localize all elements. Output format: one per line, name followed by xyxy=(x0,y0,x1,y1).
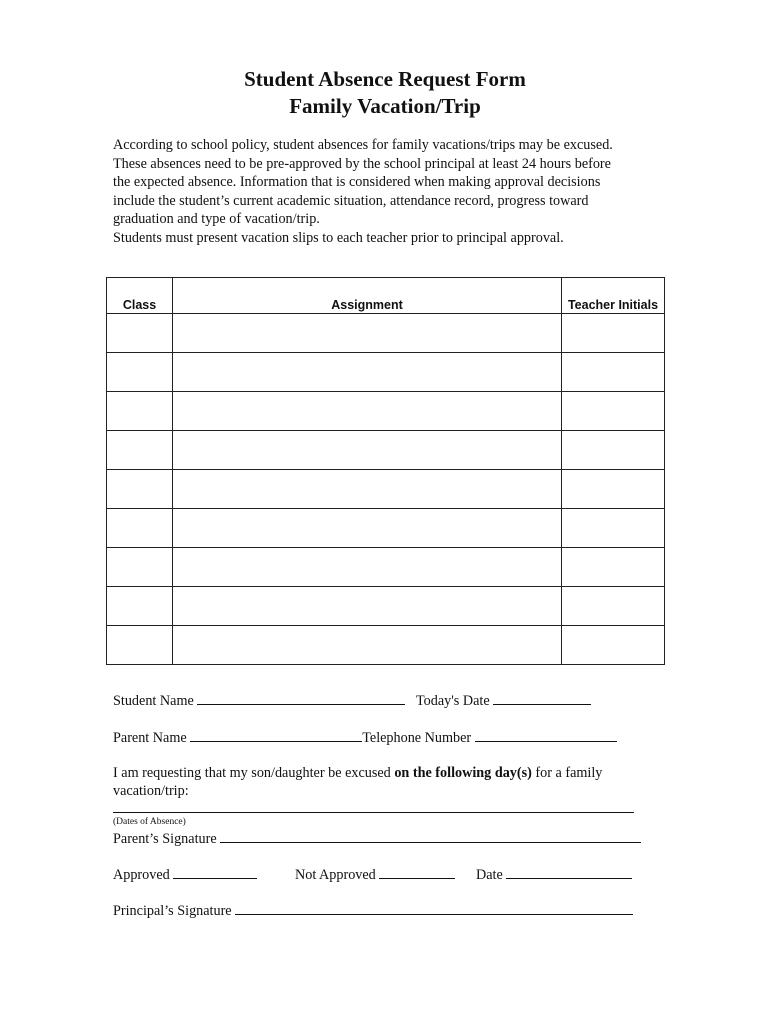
teacher-initials-cell[interactable] xyxy=(562,587,665,626)
parent-signature-field[interactable] xyxy=(220,830,641,843)
assignment-cell[interactable] xyxy=(173,353,562,392)
not-approved-label: Not Approved xyxy=(295,867,376,883)
teacher-initials-column-header: Teacher Initials xyxy=(562,278,665,314)
policy-line: Students must present vacation slips to each teacher prior to principal approval. xyxy=(113,229,564,246)
assignment-cell[interactable] xyxy=(173,626,562,665)
class-cell[interactable] xyxy=(107,548,173,587)
table-row xyxy=(107,626,665,665)
assignment-cell[interactable] xyxy=(173,314,562,353)
table-row xyxy=(107,314,665,353)
table-row xyxy=(107,392,665,431)
teacher-initials-cell[interactable] xyxy=(562,548,665,587)
teacher-initials-cell[interactable] xyxy=(562,314,665,353)
class-column-header: Class xyxy=(107,278,173,314)
form-subtitle: Family Vacation/Trip xyxy=(289,94,481,118)
request-text-bold: on the following day(s) xyxy=(394,765,532,781)
class-cell[interactable] xyxy=(107,353,173,392)
class-cell[interactable] xyxy=(107,509,173,548)
assignment-cell[interactable] xyxy=(173,587,562,626)
policy-line: These absences need to be pre-approved by the school principal at least 24 hours before xyxy=(113,155,611,172)
assignment-cell[interactable] xyxy=(173,392,562,431)
todays-date-field[interactable] xyxy=(493,692,591,705)
parent-name-row xyxy=(113,729,617,747)
table-row xyxy=(107,353,665,392)
parent-signature-row xyxy=(113,830,641,848)
policy-line: include the student’s current academic situation, attendance record, progress toward xyxy=(113,192,589,209)
not-approved-field[interactable] xyxy=(379,866,455,879)
policy-line: the expected absence. Information that is considered when making approval decisions xyxy=(113,174,601,191)
class-cell[interactable] xyxy=(107,587,173,626)
principal-signature-row xyxy=(113,902,633,920)
approved-label: Approved xyxy=(113,867,170,883)
parent-signature-label: Parent’s Signature xyxy=(113,831,217,847)
policy-line: graduation and type of vacation/trip. xyxy=(113,211,320,228)
class-cell[interactable] xyxy=(107,626,173,665)
teacher-initials-cell[interactable] xyxy=(562,431,665,470)
dates-of-absence-field[interactable] xyxy=(113,812,634,813)
student-name-field[interactable] xyxy=(197,692,405,705)
teacher-initials-cell[interactable] xyxy=(562,470,665,509)
parent-name-field[interactable] xyxy=(190,729,362,742)
teacher-initials-cell[interactable] xyxy=(562,353,665,392)
class-cell[interactable] xyxy=(107,431,173,470)
telephone-field[interactable] xyxy=(475,729,617,742)
request-text: I am requesting that my son/daughter be excused xyxy=(113,765,395,781)
assignment-cell[interactable] xyxy=(173,548,562,587)
parent-name-label: Parent Name xyxy=(113,730,187,746)
assignment-table xyxy=(106,277,665,665)
table-row xyxy=(107,509,665,548)
approval-date-group xyxy=(476,866,632,884)
approval-date-field[interactable] xyxy=(506,866,632,879)
table-row xyxy=(107,548,665,587)
assignment-column-header: Assignment xyxy=(173,278,562,314)
policy-paragraph xyxy=(113,136,673,248)
form-title: Student Absence Request Form xyxy=(244,67,526,91)
assignment-cell[interactable] xyxy=(173,470,562,509)
approved-field[interactable] xyxy=(173,866,257,879)
not-approved-group xyxy=(295,866,455,884)
principal-signature-field[interactable] xyxy=(235,902,633,915)
table-row xyxy=(107,470,665,509)
table-row xyxy=(107,431,665,470)
approval-date-label: Date xyxy=(476,867,503,883)
teacher-initials-cell[interactable] xyxy=(562,392,665,431)
assignment-cell[interactable] xyxy=(173,431,562,470)
student-name-label: Student Name xyxy=(113,693,194,709)
todays-date-label: Today's Date xyxy=(415,693,490,709)
dates-of-absence-caption: (Dates of Absence) xyxy=(113,817,186,827)
class-cell[interactable] xyxy=(107,314,173,353)
policy-line: According to school policy, student absences for family vacations/trips may be excused. xyxy=(113,137,613,153)
request-text-end: for a family xyxy=(531,765,603,781)
teacher-initials-cell[interactable] xyxy=(562,509,665,548)
student-name-row xyxy=(113,692,591,710)
table-row xyxy=(107,587,665,626)
class-cell[interactable] xyxy=(107,470,173,509)
table-header-row xyxy=(107,278,665,314)
class-cell[interactable] xyxy=(107,392,173,431)
request-line-1 xyxy=(113,765,602,782)
assignment-cell[interactable] xyxy=(173,509,562,548)
approval-row xyxy=(113,866,257,884)
teacher-initials-cell[interactable] xyxy=(562,626,665,665)
request-line-2: vacation/trip: xyxy=(113,783,189,799)
telephone-label: Telephone Number xyxy=(362,730,472,746)
principal-signature-label: Principal’s Signature xyxy=(113,903,232,919)
